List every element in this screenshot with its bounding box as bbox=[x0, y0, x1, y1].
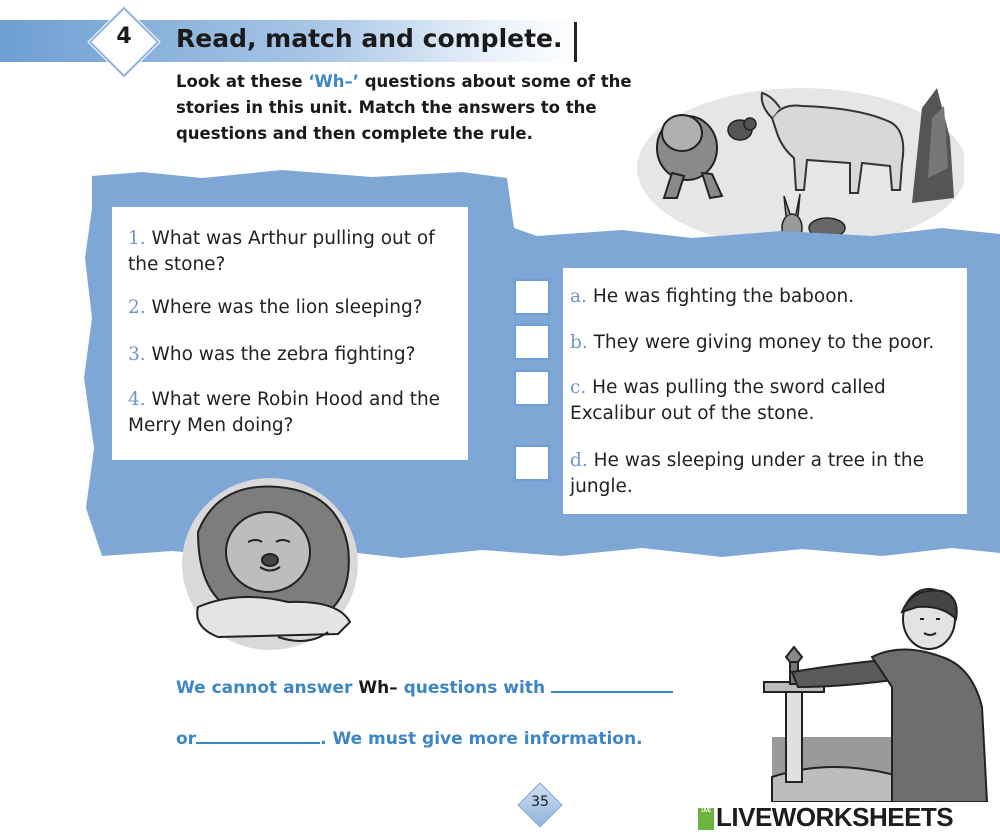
question-1-number: 1. bbox=[128, 228, 146, 249]
answer-a-letter: a. bbox=[570, 286, 587, 307]
boy-with-sword-illustration bbox=[742, 587, 1000, 802]
question-3-text: Who was the zebra fighting? bbox=[151, 344, 416, 365]
page-number: 35 bbox=[531, 794, 549, 810]
answer-d-input-box[interactable] bbox=[514, 445, 550, 481]
question-1 bbox=[128, 226, 458, 278]
sleeping-lion-illustration bbox=[178, 472, 368, 654]
instructions bbox=[176, 69, 646, 147]
liveworksheets-logo bbox=[698, 802, 953, 833]
answer-d bbox=[570, 448, 955, 500]
answer-c-letter: c. bbox=[570, 377, 587, 398]
answer-c-text: He was pulling the sword called Excalibur out of the stone. bbox=[570, 377, 886, 424]
rule-wh: Wh– bbox=[358, 678, 398, 698]
rule-line-1-start: We cannot answer bbox=[176, 678, 359, 698]
rule-line-1 bbox=[176, 678, 673, 698]
answer-c bbox=[570, 375, 950, 427]
rule-line-2-end: . We must give more information. bbox=[320, 729, 643, 749]
answer-b-input-box[interactable] bbox=[514, 324, 550, 360]
answer-a-input-box[interactable] bbox=[514, 279, 550, 315]
rule-line-1-end: questions with bbox=[397, 678, 551, 698]
liveworksheets-logo-badge: LIVE bbox=[698, 808, 714, 830]
question-2-number: 2. bbox=[128, 297, 146, 318]
answer-b bbox=[570, 330, 965, 356]
answer-a bbox=[570, 284, 960, 310]
question-2-text: Where was the lion sleeping? bbox=[151, 297, 423, 318]
header-divider bbox=[574, 22, 577, 62]
question-3 bbox=[128, 342, 458, 368]
instructions-highlight: ‘Wh–’ bbox=[308, 72, 359, 91]
liveworksheets-logo-text: LIVEWORKSHEETS bbox=[716, 802, 954, 832]
answer-b-text: They were giving money to the poor. bbox=[593, 332, 935, 353]
question-4-number: 4. bbox=[128, 389, 146, 410]
answer-b-letter: b. bbox=[570, 332, 588, 353]
exercise-title: Read, match and complete. bbox=[176, 24, 563, 53]
instructions-start: Look at these bbox=[176, 72, 309, 91]
exercise-number: 4 bbox=[116, 24, 132, 49]
question-4-text: What were Robin Hood and the Merry Men doing? bbox=[128, 389, 441, 436]
instructions-end: questions about some of the stories in this unit. Match the answers to the questions and then complete the rule. bbox=[176, 72, 632, 143]
question-4 bbox=[128, 387, 448, 439]
rule-blank-2[interactable] bbox=[196, 742, 320, 744]
rule-line-2 bbox=[176, 729, 643, 749]
question-1-text: What was Arthur pulling out of the stone? bbox=[128, 228, 435, 275]
answer-d-text: He was sleeping under a tree in the jungle. bbox=[570, 450, 925, 497]
answer-a-text: He was fighting the baboon. bbox=[592, 286, 855, 307]
question-2 bbox=[128, 295, 458, 321]
rule-blank-1[interactable] bbox=[551, 691, 673, 693]
question-3-number: 3. bbox=[128, 344, 146, 365]
answer-c-input-box[interactable] bbox=[514, 370, 550, 406]
rule-line-2-start: or bbox=[176, 729, 197, 749]
answer-d-letter: d. bbox=[570, 450, 588, 471]
